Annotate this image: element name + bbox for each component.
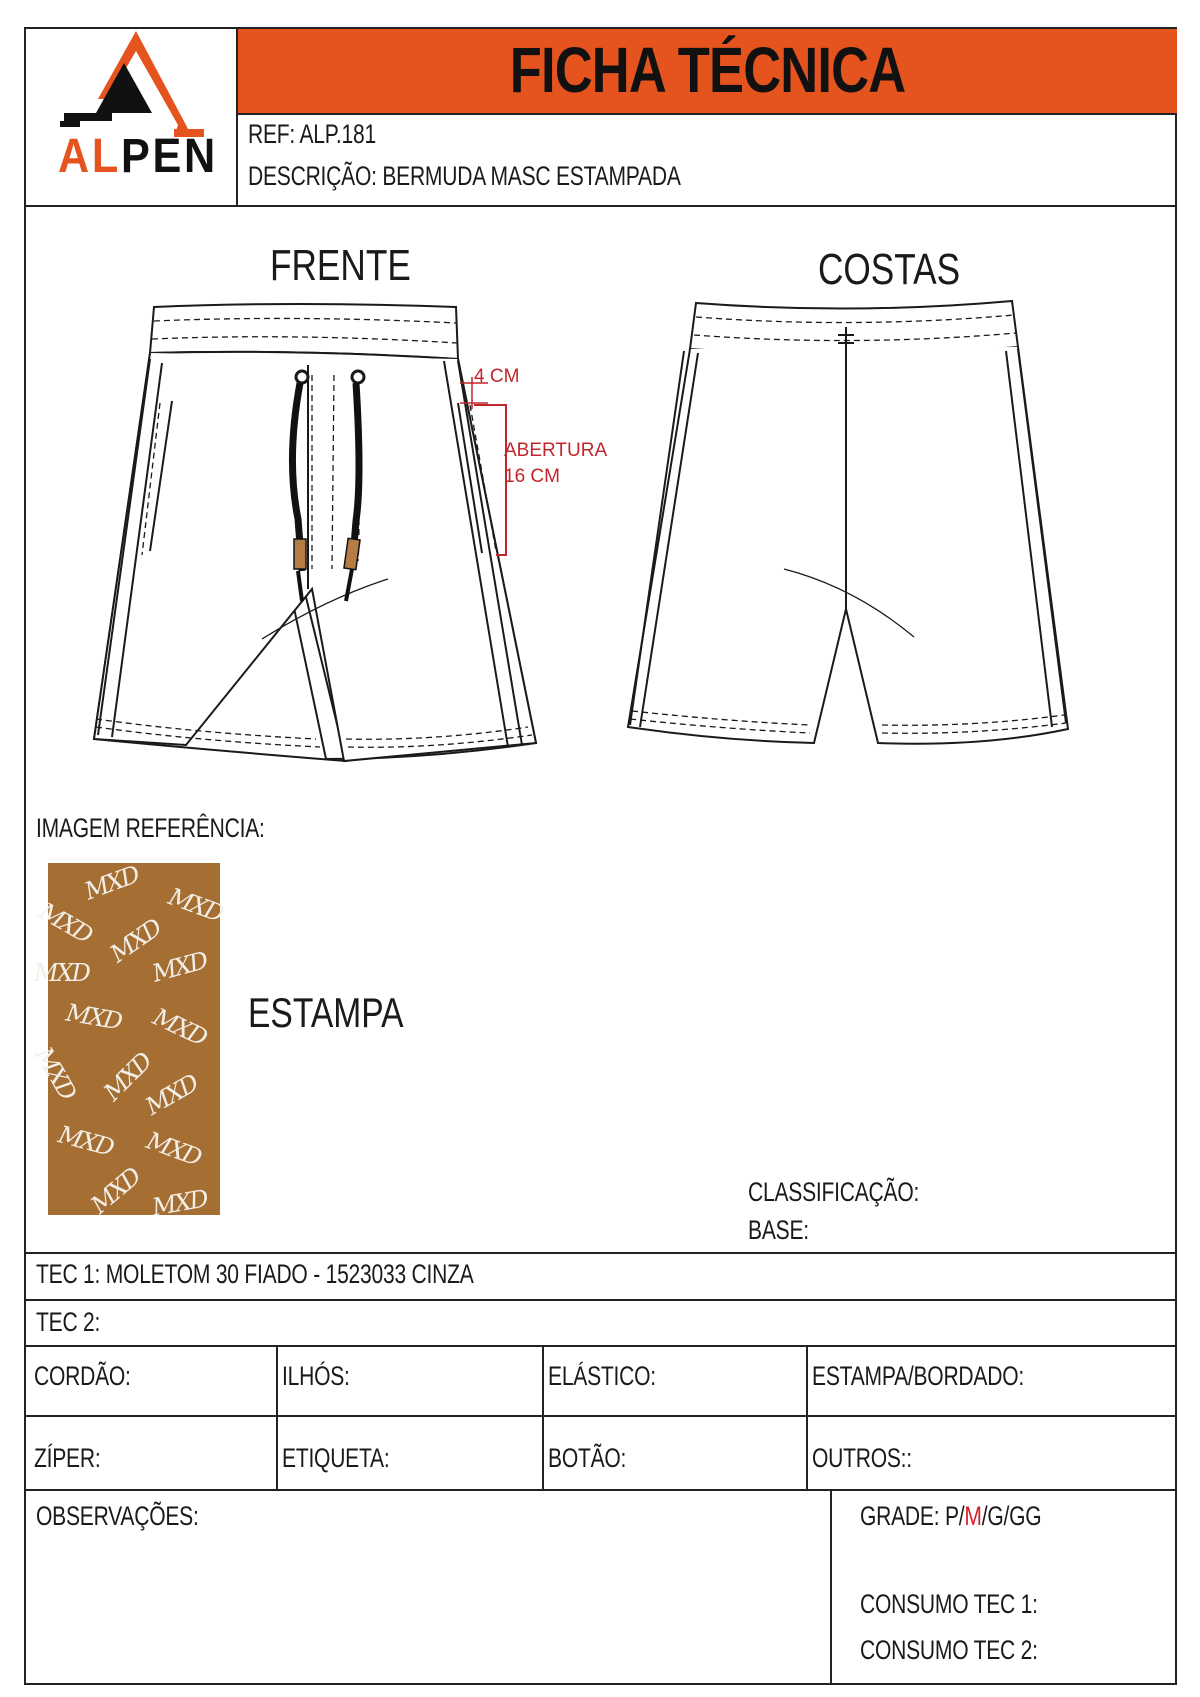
print-motif: MXD (98, 1047, 157, 1107)
outros-field: OUTROS:: (812, 1443, 912, 1473)
print-motif: MXD (85, 1162, 146, 1220)
consumo-tec1-field: CONSUMO TEC 1: (860, 1589, 1038, 1619)
measure-opening-label-2: 16 CM (504, 466, 560, 487)
page-title: FICHA TÉCNICA (509, 34, 906, 106)
print-motif: MXD (63, 998, 123, 1036)
print-swatch (29, 860, 227, 1222)
title-band (238, 29, 1177, 113)
ilhos-field: ILHÓS: (282, 1361, 350, 1391)
brand-name-part1: AL (58, 130, 121, 183)
observacoes-field: OBSERVAÇÕES: (36, 1501, 199, 1531)
measure-opening-label-1: ABERTURA (504, 440, 608, 461)
print-motif: MXD (149, 946, 210, 988)
print-motif: MXD (148, 1002, 211, 1052)
botao-field: BOTÃO: (548, 1443, 627, 1473)
tech-sheet (24, 27, 1177, 1685)
grade-field (860, 1501, 1041, 1532)
print-label: ESTAMPA (248, 989, 404, 1036)
print-motif: MXD (104, 913, 166, 969)
estampa-bordado-field: ESTAMPA/BORDADO: (812, 1361, 1024, 1391)
print-motif: MXD (34, 959, 89, 987)
brand-name (58, 129, 218, 184)
grade-selected-size: M (964, 1501, 982, 1531)
print-motif: MXD (149, 1184, 209, 1222)
description-field: DESCRIÇÃO: BERMUDA MASC ESTAMPADA (248, 161, 681, 191)
print-motif: MXD (55, 1120, 116, 1162)
back-view-title: COSTAS (818, 245, 961, 294)
classification-label: CLASSIFICAÇÃO: (748, 1177, 920, 1207)
cordao-field: CORDÃO: (34, 1361, 131, 1391)
etiqueta-field: ETIQUETA: (282, 1443, 390, 1473)
print-motif: MXD (34, 897, 97, 949)
print-motif: MXD (164, 882, 227, 928)
front-view-title: FRENTE (270, 241, 411, 290)
tec1-field: TEC 1: MOLETOM 30 FIADO - 1523033 CINZA (36, 1259, 474, 1289)
print-motif: MXD (140, 1069, 203, 1121)
print-motif: MXD (80, 860, 143, 906)
grade-suffix: /G/GG (981, 1501, 1042, 1531)
front-shorts-drawing (76, 299, 676, 859)
base-label: BASE: (748, 1215, 809, 1245)
elastico-field: ELÁSTICO: (548, 1361, 656, 1391)
print-motif: MXD (142, 1126, 205, 1172)
consumo-tec2-field: CONSUMO TEC 2: (860, 1635, 1038, 1665)
reference-image-label: IMAGEM REFERÊNCIA: (36, 813, 265, 843)
logo-block (26, 29, 238, 207)
ref-field: REF: ALP.181 (248, 119, 376, 149)
measure-top-label: 4 CM (474, 366, 520, 387)
brand-name-part2: PEN (120, 130, 218, 183)
ziper-field: ZÍPER: (34, 1443, 101, 1473)
tec2-field: TEC 2: (36, 1307, 101, 1337)
grade-prefix: GRADE: P/ (860, 1501, 965, 1531)
print-motif: MXD (29, 1042, 82, 1104)
back-shorts-drawing (624, 297, 1094, 797)
